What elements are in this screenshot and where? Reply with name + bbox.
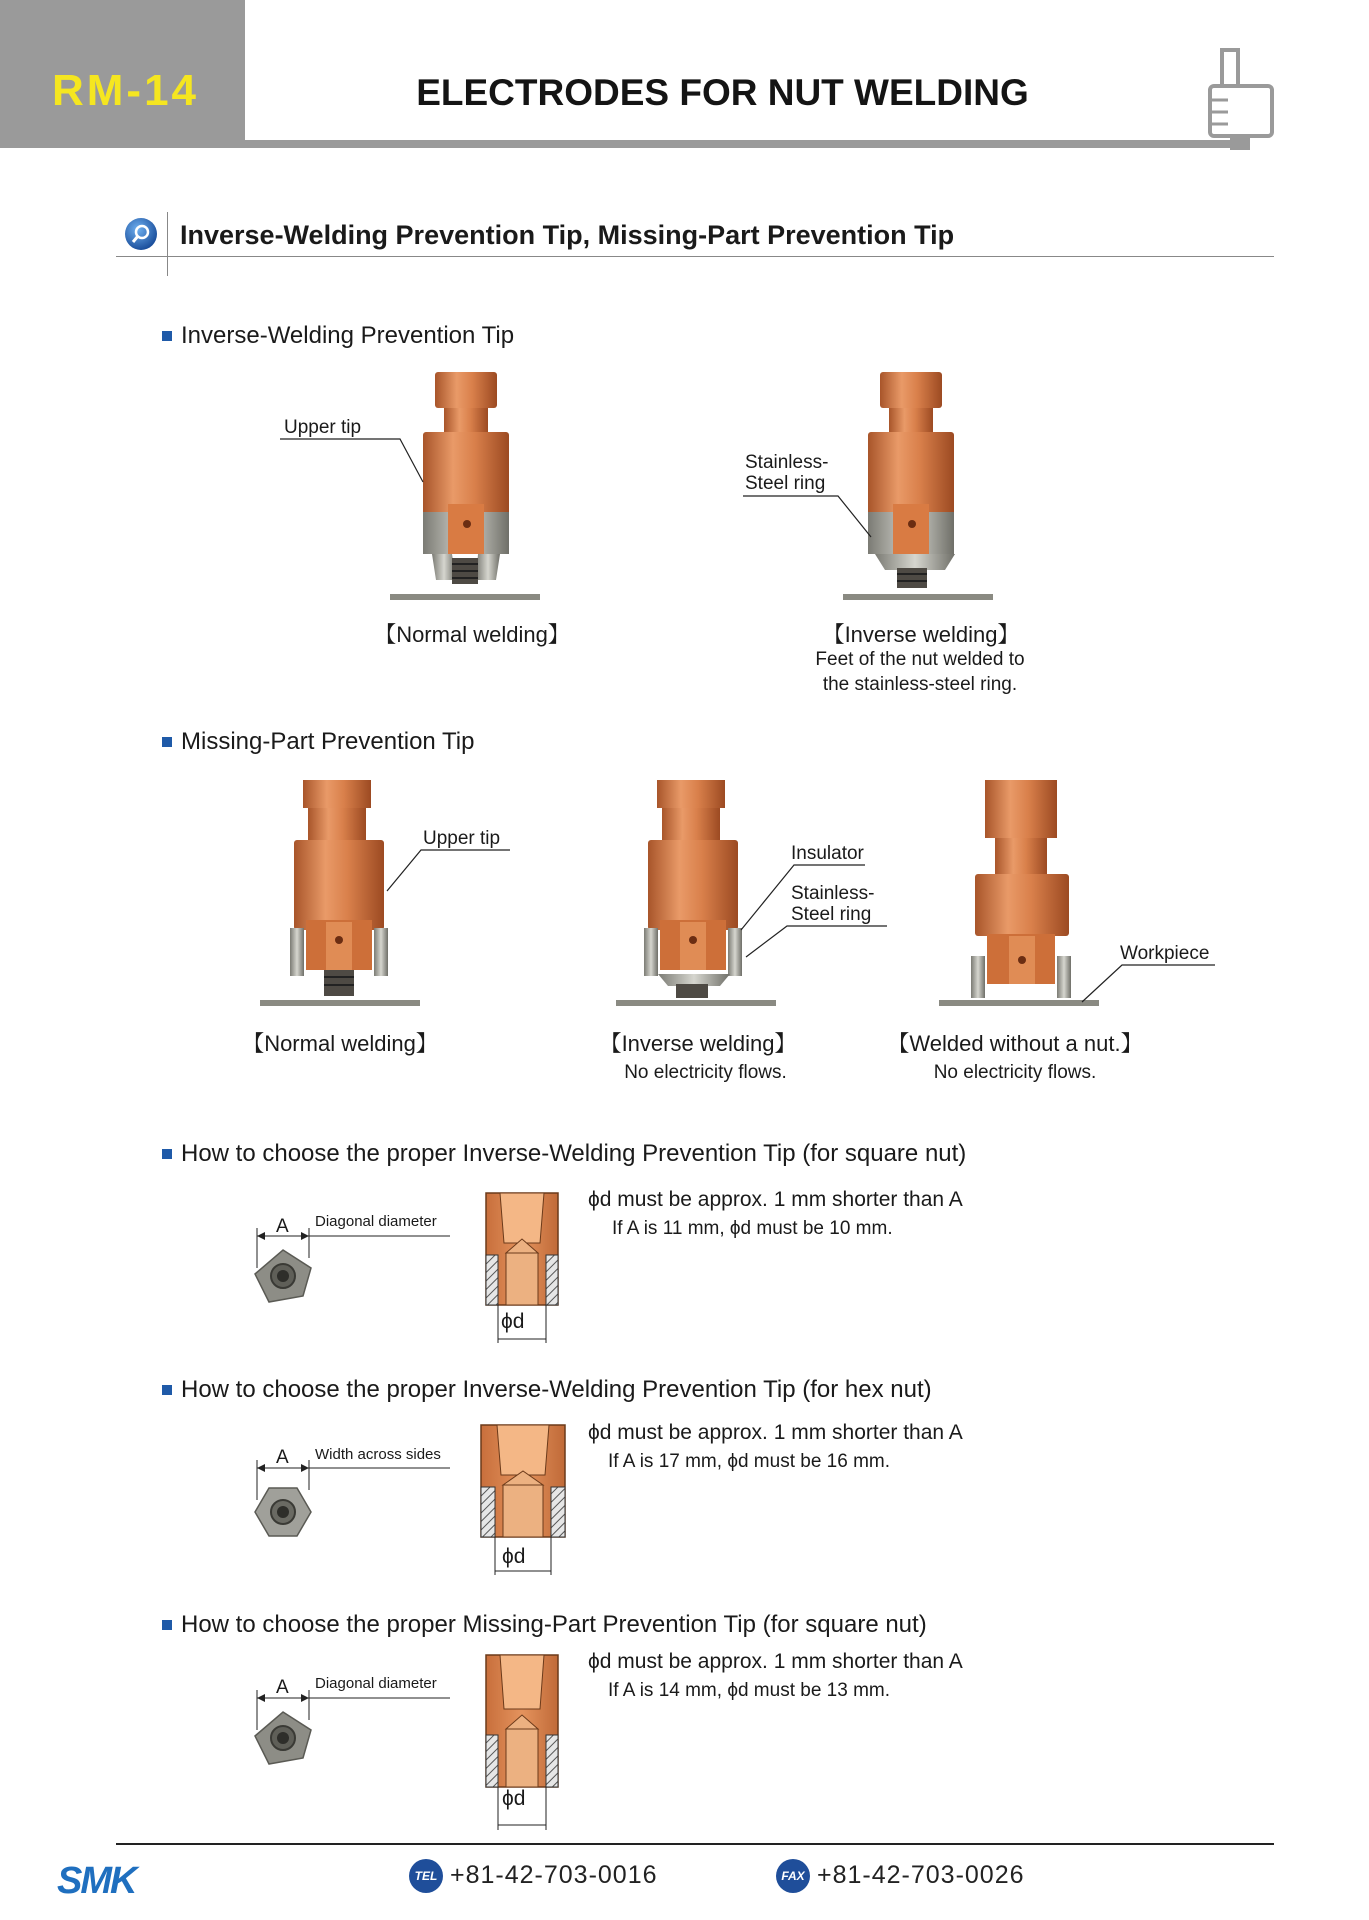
dim-label-2: Width across sides xyxy=(315,1446,441,1463)
caption-inverse-welding: 【Inverse welding】 xyxy=(822,622,1020,647)
section-title: Inverse-Welding Prevention Tip, Missing-Part Prevention Tip xyxy=(180,220,955,250)
caption-missing-inverse: 【Inverse welding】 xyxy=(599,1031,797,1056)
bullet-square-icon xyxy=(162,1385,172,1395)
hand-pointer-icon xyxy=(1200,50,1280,150)
caption-normal-welding: 【Normal welding】 xyxy=(374,622,570,647)
rule-square: ϕd must be approx. 1 mm shorter than A xyxy=(588,1188,963,1211)
heading-missing-tip xyxy=(162,728,474,756)
label-upper-tip-2: Upper tip xyxy=(423,828,501,849)
rule-missing: ϕd must be approx. 1 mm shorter than A xyxy=(588,1650,963,1673)
fax-number: +81-42-703-0026 xyxy=(817,1861,1025,1889)
bullet-square-icon xyxy=(162,737,172,747)
fax-icon: FAX xyxy=(776,1859,810,1893)
leader-upper-tip-2 xyxy=(385,849,515,894)
square-nut-icon xyxy=(245,1228,455,1328)
label-upper-tip: Upper tip xyxy=(284,417,362,438)
hex-nut-icon xyxy=(245,1460,455,1560)
rule-hex: ϕd must be approx. 1 mm shorter than A xyxy=(588,1421,963,1444)
note-inverse-line1: Feet of the nut welded to xyxy=(815,649,1025,670)
bullet-square-icon xyxy=(162,1620,172,1630)
bullet-square-icon xyxy=(162,331,172,341)
square-nut-icon-2 xyxy=(245,1690,455,1790)
heading-choose-missing-text: How to choose the proper Missing-Part Prevention Tip (for square nut) xyxy=(181,1611,927,1638)
example-square: If A is 11 mm, ϕd must be 10 mm. xyxy=(612,1218,893,1239)
dim-label-3: Diagonal diameter xyxy=(315,1675,437,1692)
company-logo: SMK xyxy=(57,1860,136,1902)
tel-icon: TEL xyxy=(409,1859,443,1893)
note-inverse-line2: the stainless-steel ring. xyxy=(822,674,1018,695)
dim-label-1: Diagonal diameter xyxy=(315,1213,437,1230)
label-ring-line2-2: Steel ring xyxy=(791,904,872,925)
example-missing: If A is 14 mm, ϕd must be 13 mm. xyxy=(608,1680,891,1701)
label-ring-line1: Stainless- xyxy=(745,452,829,473)
electrode-photo-missing-normal xyxy=(258,780,428,1010)
phi-d-3: ϕd xyxy=(502,1787,526,1810)
heading-inverse-tip-text: Inverse-Welding Prevention Tip xyxy=(181,322,515,349)
electrode-photo-inverse xyxy=(835,372,1005,604)
label-workpiece: Workpiece xyxy=(1120,943,1210,964)
leader-workpiece xyxy=(1080,964,1220,1006)
page-title: ELECTRODES FOR NUT WELDING xyxy=(416,72,1029,113)
search-icon xyxy=(124,217,158,251)
heading-choose-missing xyxy=(162,1611,927,1639)
section-divider xyxy=(167,212,168,276)
heading-choose-hex-text: How to choose the proper Inverse-Welding Prevention Tip (for hex nut) xyxy=(181,1376,932,1403)
page-code: RM-14 xyxy=(52,66,200,115)
phi-d-2: ϕd xyxy=(502,1545,526,1568)
note-without-nut: No electricity flows. xyxy=(933,1062,1097,1083)
dim-a-2: A xyxy=(276,1447,289,1468)
bullet-square-icon xyxy=(162,1149,172,1159)
caption-missing-normal: 【Normal welding】 xyxy=(242,1031,438,1056)
tip-section-square xyxy=(480,1193,570,1343)
heading-missing-tip-text: Missing-Part Prevention Tip xyxy=(181,728,475,755)
heading-choose-hex xyxy=(162,1376,932,1404)
tel-number: +81-42-703-0016 xyxy=(450,1861,658,1889)
header-rule xyxy=(245,140,1240,148)
dim-a-3: A xyxy=(276,1677,289,1698)
section-rule xyxy=(116,256,1274,257)
note-missing-inverse: No electricity flows. xyxy=(624,1062,787,1083)
electrode-photo-normal xyxy=(380,372,550,604)
label-ring-line1-2: Stainless- xyxy=(791,883,875,904)
phi-d-1: ϕd xyxy=(501,1310,525,1333)
caption-without-nut: 【Welded without a nut.】 xyxy=(887,1031,1143,1056)
leader-ring xyxy=(743,495,883,540)
leader-ring-2 xyxy=(745,925,890,960)
label-ring-line2: Steel ring xyxy=(745,473,826,494)
heading-choose-square-text: How to choose the proper Inverse-Welding Prevention Tip (for square nut) xyxy=(181,1140,967,1167)
label-insulator: Insulator xyxy=(791,843,864,864)
leader-upper-tip xyxy=(280,438,430,488)
dim-a-1: A xyxy=(276,1216,289,1237)
footer-rule xyxy=(116,1843,1274,1845)
example-hex: If A is 17 mm, ϕd must be 16 mm. xyxy=(608,1451,891,1472)
heading-choose-square xyxy=(162,1140,966,1168)
heading-inverse-tip xyxy=(162,322,514,350)
